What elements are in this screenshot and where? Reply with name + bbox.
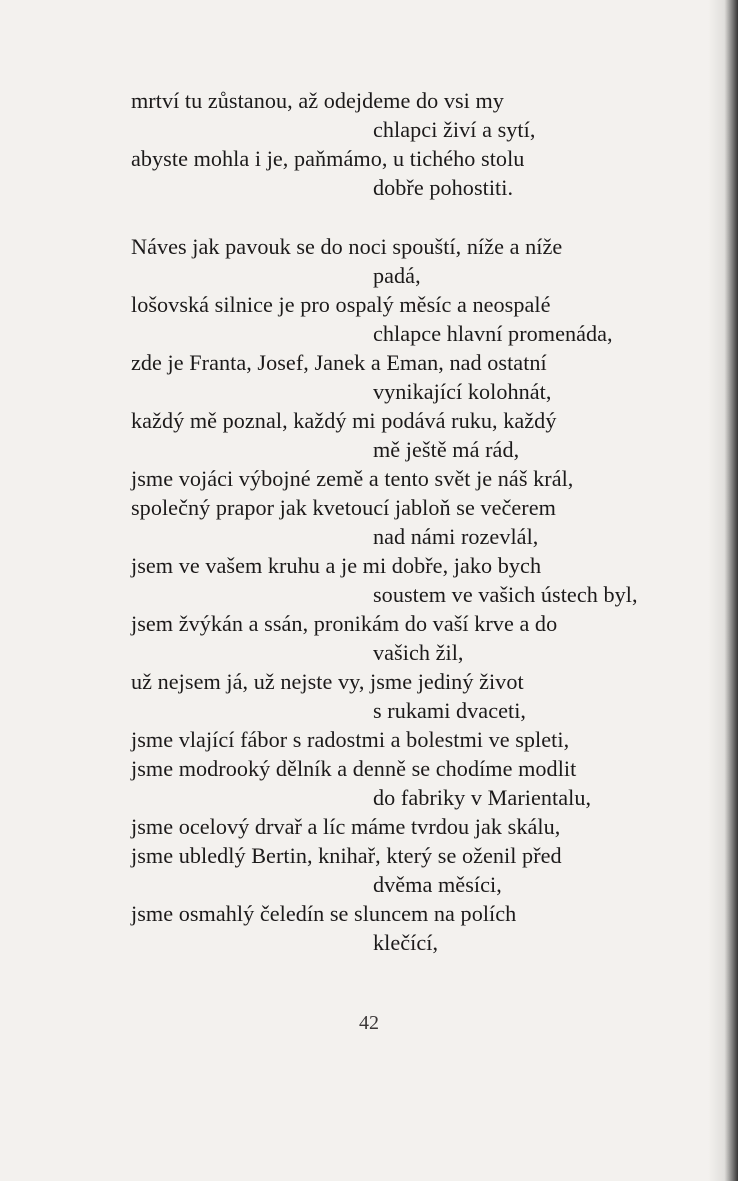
poem-line-continuation: vynikající kolohnát,	[373, 379, 552, 404]
poem-line: každý mě poznal, každý mi podává ruku, každý	[131, 408, 557, 433]
poem-line: jsme vlající fábor s radostmi a bolestmi ve spleti,	[131, 727, 570, 752]
poem-line-continuation: padá,	[373, 263, 421, 288]
poem-text	[131, 86, 691, 957]
poem-line: už nejsem já, už nejste vy, jsme jediný život	[131, 669, 524, 694]
poem-line-continuation: dvěma měsíci,	[373, 872, 502, 897]
stanza	[131, 232, 691, 957]
poem-line: lošovská silnice je pro ospalý měsíc a neospalé	[131, 292, 551, 317]
poem-line-continuation: dobře pohostiti.	[373, 175, 514, 200]
poem-line: společný prapor jak kvetoucí jabloň se večerem	[131, 495, 556, 520]
poem-line: jsem ve vašem kruhu a je mi dobře, jako bych	[131, 553, 542, 578]
page-number: 42	[359, 1012, 379, 1034]
poem-line-continuation: s rukami dvaceti,	[373, 698, 527, 723]
poem-line: jsme osmahlý čeledín se sluncem na polích	[131, 901, 517, 926]
poem-line: jsme vojáci výbojné země a tento svět je náš král,	[131, 466, 574, 491]
poem-line-continuation: mě ještě má rád,	[373, 437, 520, 462]
stanza-gap	[131, 202, 691, 232]
poem-line-continuation: chlapce hlavní promenáda,	[373, 321, 613, 346]
poem-line: jsme ocelový drvař a líc máme tvrdou jak skálu,	[131, 814, 561, 839]
poem-line-continuation: vašich žil,	[373, 640, 464, 665]
poem-line-continuation: chlapci živí a sytí,	[373, 117, 536, 142]
poem-line: jsem žvýkán a ssán, pronikám do vaší krve a do	[131, 611, 558, 636]
poem-line-continuation: do fabriky v Marientalu,	[373, 785, 592, 810]
poem-line-continuation: soustem ve vašich ústech byl,	[373, 582, 638, 607]
page-edge-shadow	[708, 0, 738, 1181]
poem-line: abyste mohla i je, paňmámo, u tichého stolu	[131, 146, 525, 171]
poem-line: zde je Franta, Josef, Janek a Eman, nad ostatní	[131, 350, 547, 375]
poem-line: jsme ubledlý Bertin, knihař, který se oženil před	[131, 843, 562, 868]
poem-line-continuation: nad námi rozevlál,	[373, 524, 539, 549]
stanza	[131, 86, 691, 202]
poem-line-continuation: klečící,	[373, 930, 439, 955]
poem-line: jsme modrooký dělník a denně se chodíme modlit	[131, 756, 577, 781]
poem-line: Náves jak pavouk se do noci spouští, níže a níže	[131, 234, 563, 259]
poem-line: mrtví tu zůstanou, až odejdeme do vsi my	[131, 88, 504, 113]
